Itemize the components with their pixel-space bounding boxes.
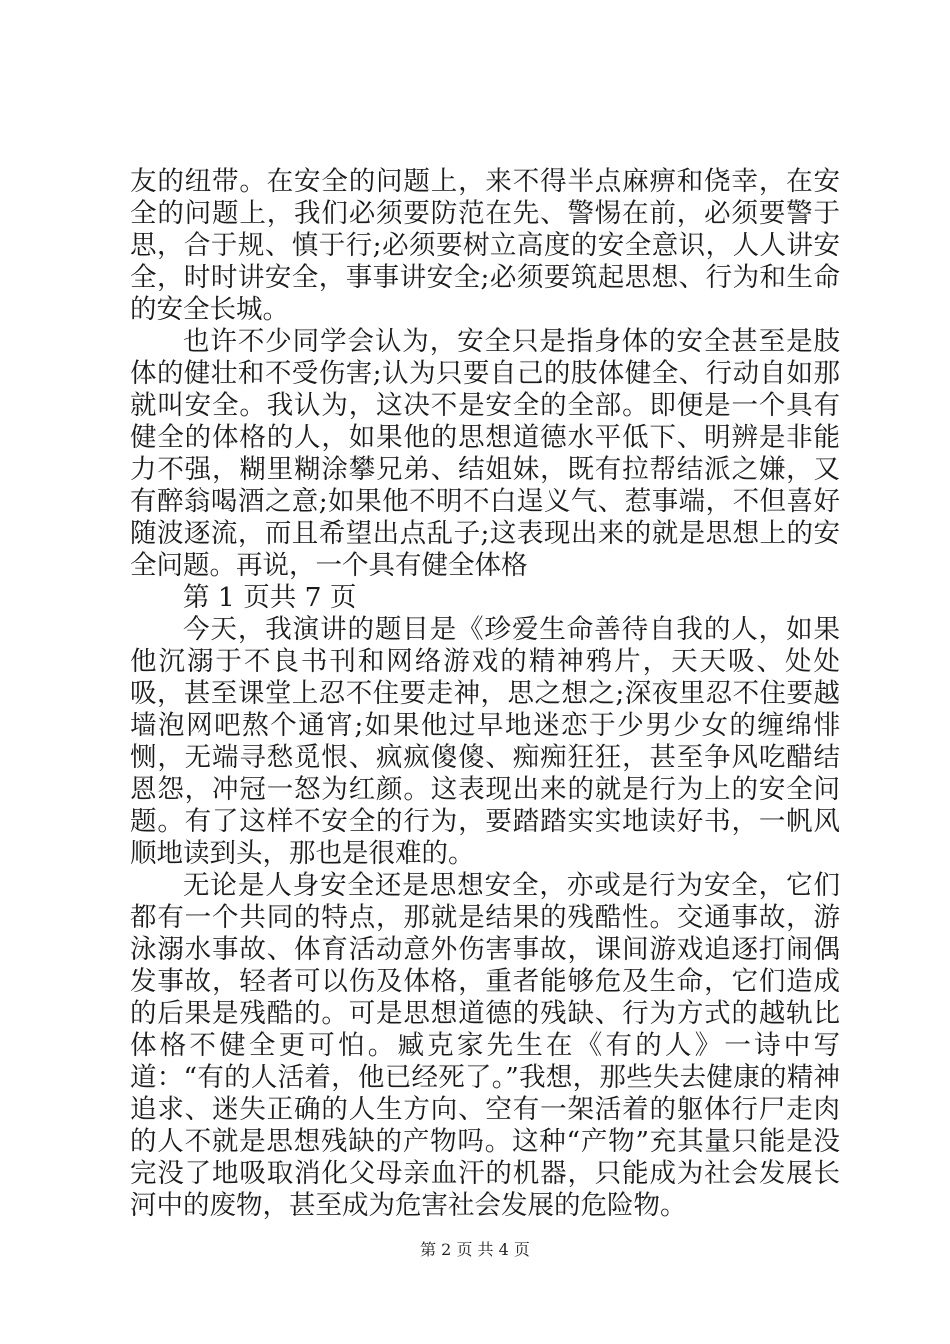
- document-body: [130, 166, 840, 1222]
- paragraph-4: 无论是人身安全还是思想安全，亦或是行为安全，它们都有一个共同的特点，那就是结果的残酷性。交通事故，游泳溺水事故、体育活动意外伤害事故，课间游戏追逐打闹偶发事故，轻者可以伤及体格，重者能够危及生命，它们造成的后果是残酷的。可是思想道德的残缺、行为方式的越轨比体格不健全更可怕。臧克家先生在《有的人》一诗中写道：“有的人活着，他已经死了。”我想，那些失去健康的精神追求、迷失正确的人生方向、空有一架活着的躯体行尸走肉的人不就是思想残缺的产物吗。这种“产物”充其量只能是没完没了地吸取消化父母亲血汗的机器，只能成为社会发展长河中的废物，甚至成为危害社会发展的危险物。: [130, 870, 840, 1221]
- paragraph-3: 今天，我演讲的题目是《珍爱生命善待自我的人，如果他沉溺于不良书刊和网络游戏的精神鸦片，天天吸、处处吸，甚至课堂上忍不住要走神，思之想之;深夜里忍不住要越墙泡网吧熬个通宵;如果他过早地迷恋于少男少女的缠绵悱恻，无端寻愁觅恨、疯疯傻傻、痴痴狂狂，甚至争风吃醋结恩怨，冲冠一怒为红颜。这表现出来的就是行为上的安全问题。有了这样不安全的行为，要踏踏实实地读好书，一帆风顺地读到头，那也是很难的。: [130, 614, 840, 869]
- inline-page-marker: 第 1 页共 7 页: [183, 582, 357, 613]
- paragraph-2: 也许不少同学会认为，安全只是指身体的安全甚至是肢体的健壮和不受伤害;认为只要自己的肢体健全、行动自如那就叫安全。我认为，这决不是安全的全部。即便是一个具有健全的体格的人，如果他的思想道德水平低下、明辨是非能力不强，糊里糊涂攀兄弟、结姐妹，既有拉帮结派之嫌，又有醉翁喝酒之意;如果他不明不白逞义气、惹事端，不但喜好随波逐流，而且希望出点乱子;这表现出来的就是思想上的安全问题。再说，一个具有健全体格: [130, 326, 840, 581]
- paragraph-1: 友的纽带。在安全的问题上，来不得半点麻痹和侥幸，在安全的问题上，我们必须要防范在先、警惕在前，必须要警于思，合于规、慎于行;必须要树立高度的安全意识，人人讲安全，时时讲安全，事事讲安全;必须要筑起思想、行为和生命的安全长城。: [130, 166, 840, 325]
- page-footer: 第 2 页 共 4 页: [420, 1240, 530, 1259]
